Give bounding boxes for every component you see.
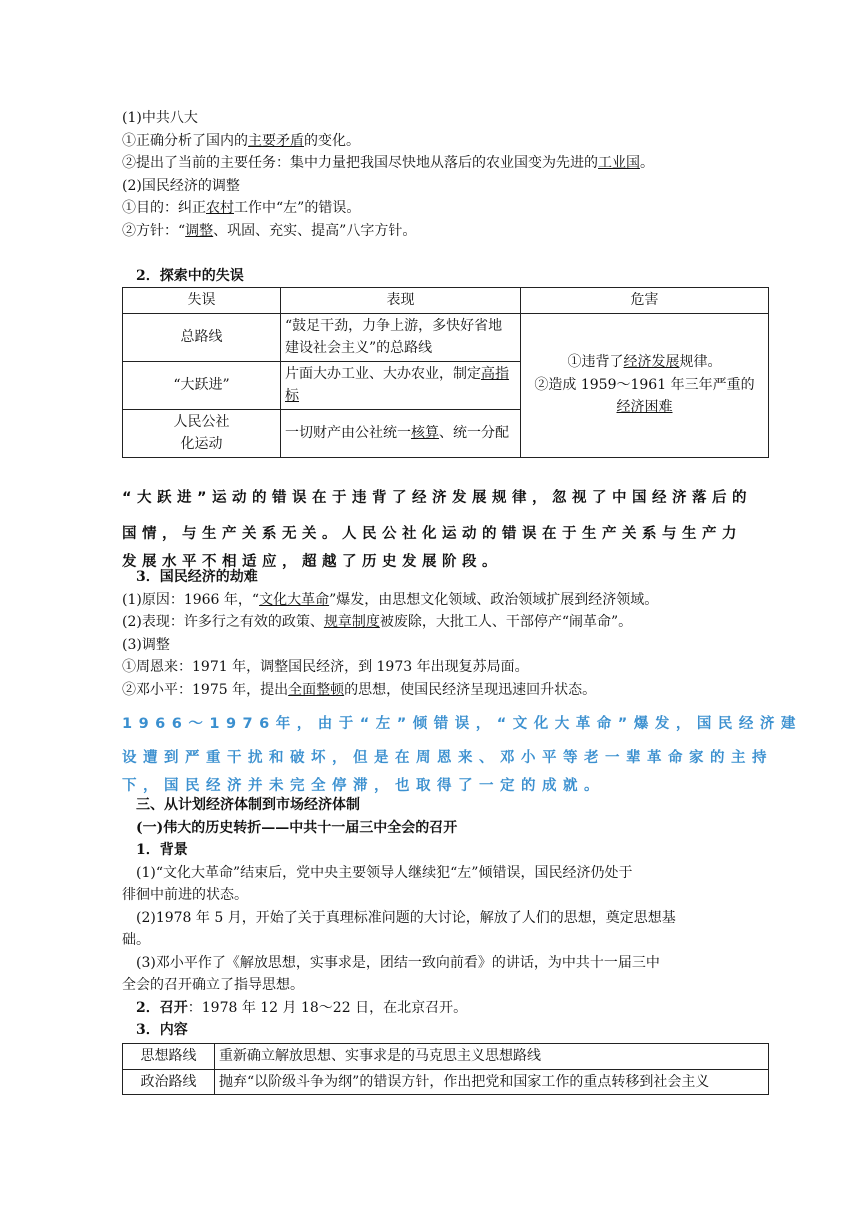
- line: (2)1978 年 5 月，开始了关于真理标准问题的大讨论，解放了人们的思想，奠定思想基: [136, 909, 676, 926]
- line: 全会的召开确立了指导思想。: [122, 977, 304, 993]
- line: ①正确分析了国内的主要矛盾的变化。: [122, 132, 360, 149]
- line: (1)“文化大革命”结束后，党中央主要领导人继续犯“左”倾错误，国民经济仍处于: [136, 864, 633, 881]
- note-great-leap: [122, 484, 770, 576]
- note-line: “大跃进”运动的错误在于违背了经济发展规律，忽视了中国经济落后的: [122, 490, 753, 506]
- note-line: 下，国民经济并未完全停滞，也取得了一定的成就。: [122, 778, 605, 794]
- content-table: [122, 1043, 769, 1095]
- line: (2)国民经济的调整: [122, 177, 240, 194]
- section-3: [122, 566, 770, 701]
- table-cell-key: 思想路线: [123, 1044, 215, 1070]
- line: (1)原因：1966 年，“文化大革命”爆发，由思想文化领域、政治领域扩展到经济领域。: [122, 591, 659, 608]
- line: 2．召开：1978 年 12 月 18～22 日，在北京召开。: [136, 999, 468, 1016]
- section-2-title-wrap: [122, 265, 770, 288]
- table-header: 危害: [521, 288, 769, 314]
- table-cell-harm: ①违背了经济发展规律。 ②造成 1959～1961 年三年严重的 经济困难: [521, 313, 769, 457]
- table-cell-value: 抛弃“以阶级斗争为纲”的错误方针，作出把党和国家工作的重点转移到社会主义: [215, 1069, 769, 1095]
- table-row: [123, 1044, 769, 1070]
- part-3-subtitle: (一)伟大的历史转折——中共十一届三中全会的召开: [136, 819, 458, 836]
- table-cell-performance: 一切财产由公社统一核算、统一分配: [281, 409, 521, 457]
- line: (3)调整: [122, 636, 170, 653]
- part-3-title: 三、从计划经济体制到市场经济体制: [136, 797, 360, 813]
- table-header: 表现: [281, 288, 521, 314]
- mistakes-table: [122, 287, 769, 458]
- background-heading: 1．背景: [136, 842, 188, 858]
- content-table-wrap: [122, 1043, 770, 1095]
- table-row: [123, 1069, 769, 1095]
- line: (2)表现：许多行之有效的政策、规章制度被废除，大批工人、干部停产“闹革命”。: [122, 614, 633, 630]
- note-line: 设遭到严重干扰和破坏，但是在周恩来、邓小平等老一辈革命家的主持: [122, 750, 773, 766]
- line: 徘徊中前进的状态。: [122, 887, 248, 903]
- line: ②方针：“调整、巩固、充实、提高”八字方针。: [122, 222, 417, 239]
- part-3: [122, 794, 770, 1042]
- section-3-title: 3．国民经济的劫难: [136, 569, 258, 585]
- table-cell-mistake: “大跃进”: [123, 361, 281, 409]
- note-line: 1966～1976年，由于“左”倾错误，“文化大革命”爆发，国民经济建: [122, 716, 802, 732]
- content-heading: 3．内容: [136, 1022, 188, 1038]
- table-cell-performance: 片面大办工业、大办农业，制定高指标: [281, 361, 521, 409]
- line: ②提出了当前的主要任务：集中力量把我国尽快地从落后的农业国变为先进的工业国。: [122, 155, 654, 171]
- note-cultural-revolution: [122, 710, 802, 800]
- table-row: [123, 313, 769, 361]
- table-header-row: [123, 288, 769, 314]
- table-cell-value: 重新确立解放思想、实事求是的马克思主义思想路线: [215, 1044, 769, 1070]
- line: (1)中共八大: [122, 110, 198, 126]
- table-cell-mistake: 人民公社化运动: [123, 409, 281, 457]
- line: (3)邓小平作了《解放思想，实事求是，团结一致向前看》的讲话，为中共十一届三中: [136, 954, 660, 971]
- line: ①目的：纠正农村工作中“左”的错误。: [122, 200, 361, 216]
- table-cell-mistake: 总路线: [123, 313, 281, 361]
- line: ①周恩来：1971 年，调整国民经济，到 1973 年出现复苏局面。: [122, 659, 529, 675]
- line: 础。: [122, 932, 150, 948]
- table-header: 失误: [123, 288, 281, 314]
- line: ②邓小平：1975 年，提出全面整顿的思想，使国民经济呈现迅速回升状态。: [122, 681, 597, 698]
- note-line: 发展水平不相适应，超越了历史发展阶段。: [122, 554, 502, 570]
- note-line: 国情，与生产关系无关。人民公社化运动的错误在于生产关系与生产力: [122, 526, 742, 542]
- section-2-title: 2．探索中的失误: [136, 268, 244, 284]
- table-cell-performance: “鼓足干劲，力争上游，多快好省地建设社会主义”的总路线: [281, 313, 521, 361]
- section-eighth-congress: [122, 107, 770, 242]
- mistakes-table-wrap: [122, 287, 770, 458]
- table-cell-key: 政治路线: [123, 1069, 215, 1095]
